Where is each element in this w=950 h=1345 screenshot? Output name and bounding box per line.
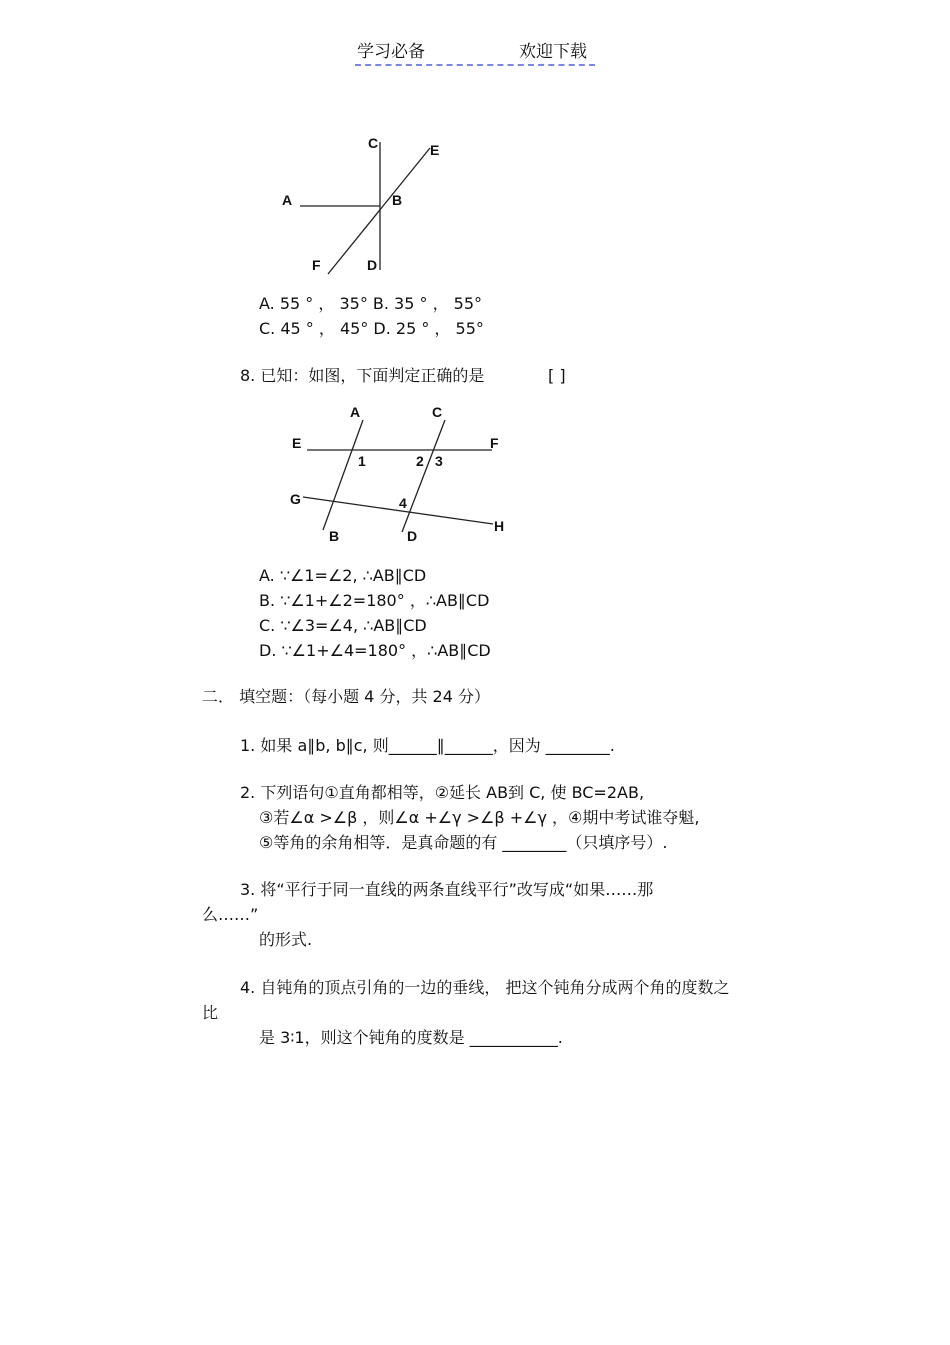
q8-stem: 8. 已知：如图，下面判定正确的是	[240, 366, 485, 385]
line-gh	[303, 497, 493, 524]
fill-q4-line1: 4. 自钝角的顶点引角的一边的垂线， 把这个钝角分成两个角的度数之	[240, 978, 730, 997]
fill-q1: 1. 如果 a∥b, b∥c, 则______∥______，因为 ________.	[240, 736, 615, 755]
label-d: D	[407, 528, 418, 544]
fill-q3-line2: 么……”	[202, 905, 259, 924]
label-b: B	[329, 528, 340, 544]
fill-q4-line3: 是 3∶1，则这个钝角的度数是 ___________.	[259, 1028, 563, 1047]
header-divider	[355, 64, 595, 66]
header-right-text: 欢迎下载	[519, 42, 587, 62]
figure-intersecting-lines	[270, 130, 470, 280]
line-cd	[402, 420, 445, 532]
label-c: C	[368, 135, 379, 151]
fill-q2-line2: ③若∠α >∠β ，则∠α +∠γ >∠β +∠γ ，④期中考试谁夺魁,	[259, 808, 700, 827]
label-angle-1: 1	[358, 453, 366, 469]
header-left-text: 学习必备	[357, 42, 425, 62]
q8-option-b: B. ∵∠1+∠2=180° ，∴AB∥CD	[259, 591, 490, 610]
label-angle-3: 3	[435, 453, 443, 469]
label-a: A	[350, 404, 361, 420]
q8-option-a: A. ∵∠1=∠2, ∴AB∥CD	[259, 566, 427, 585]
label-a: A	[282, 192, 293, 208]
label-b: B	[392, 192, 403, 208]
label-g: G	[290, 491, 301, 507]
label-h: H	[494, 518, 505, 534]
q7-options-row1: A. 55 ° ， 35° B. 35 ° ， 55°	[259, 294, 483, 313]
line-ef	[328, 148, 430, 274]
fill-q2-line1: 2. 下列语句①直角都相等，②延长 AB到 C, 使 BC=2AB,	[240, 783, 645, 802]
figure-transversals	[285, 400, 525, 550]
label-f: F	[490, 435, 499, 451]
label-e: E	[430, 142, 440, 158]
fill-q4-line2: 比	[202, 1003, 219, 1022]
label-e: E	[292, 435, 302, 451]
label-f: F	[312, 257, 321, 273]
fill-q3-line3: 的形式.	[259, 930, 313, 949]
label-angle-2: 2	[416, 453, 424, 469]
label-c: C	[432, 404, 443, 420]
section-title: 二． 填空题：（每小题 4 分，共 24 分）	[202, 687, 490, 706]
q8-option-c: C. ∵∠3=∠4, ∴AB∥CD	[259, 616, 427, 635]
q8-answer-bracket: [ ]	[548, 366, 566, 385]
label-angle-4: 4	[399, 495, 407, 511]
line-ab	[323, 420, 363, 530]
q7-options-row2: C. 45 ° ， 45° D. 25 ° ， 55°	[259, 319, 484, 338]
label-d: D	[367, 257, 378, 273]
fill-q2-line3: ⑤等角的余角相等．是真命题的有 ________（只填序号）.	[259, 833, 668, 852]
fill-q3-line1: 3. 将“平行于同一直线的两条直线平行”改写成“如果……那	[240, 880, 654, 899]
q8-option-d: D. ∵∠1+∠4=180° ，∴AB∥CD	[259, 641, 491, 660]
